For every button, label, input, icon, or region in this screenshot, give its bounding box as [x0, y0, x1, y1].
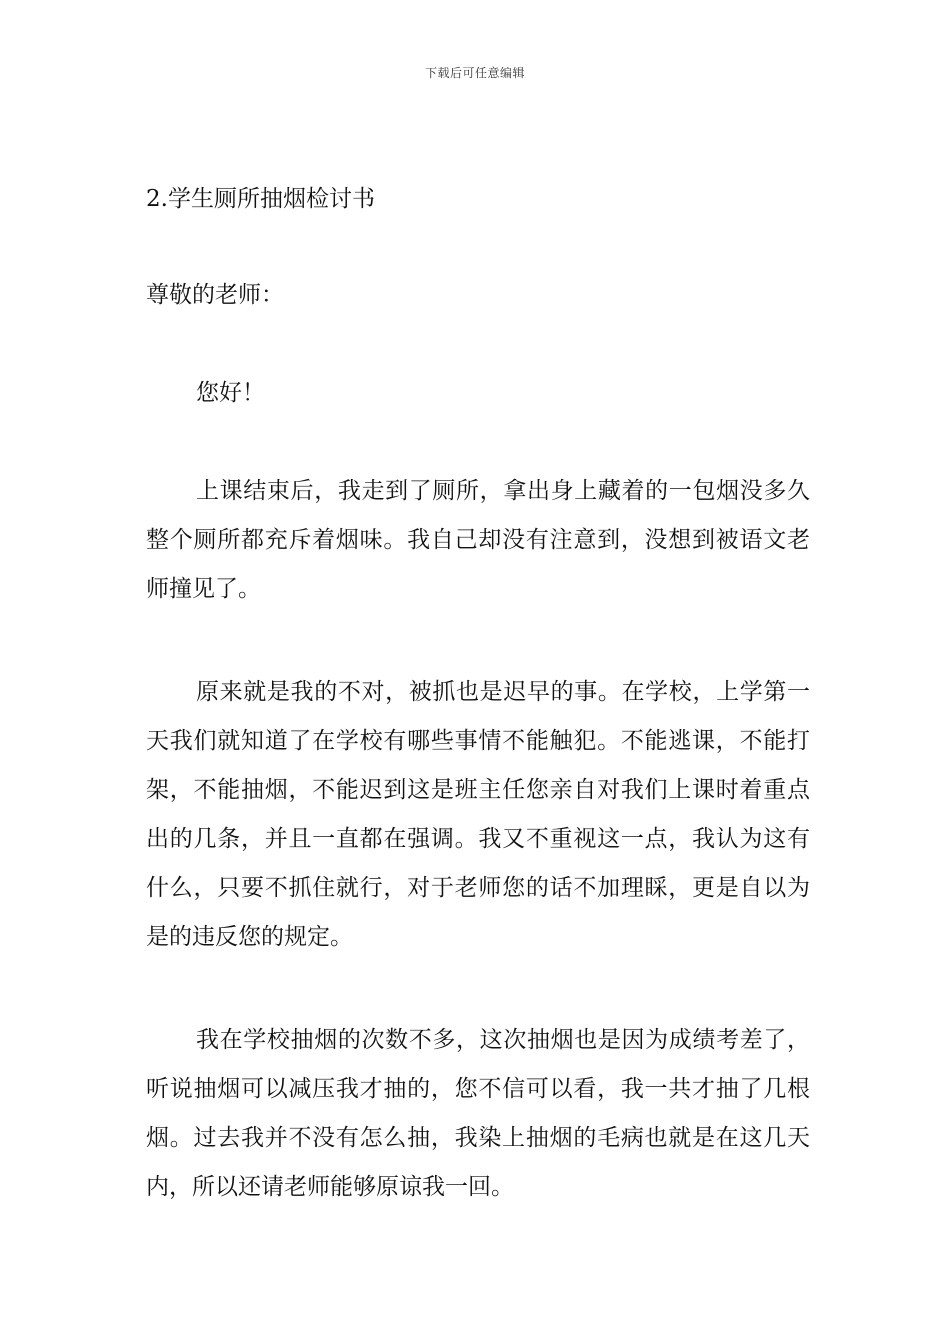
- header-note: 下载后可任意编辑: [424, 66, 525, 80]
- document-title: 2.学生厕所抽烟检讨书: [146, 186, 375, 212]
- paragraph-2: 原来就是我的不对，被抓也是迟早的事。在学校，上学第一天我们就知道了在学校有哪些事情不能触犯。不能逃课，不能打架，不能抽烟，不能迟到这是班主任您亲自对我们上课时着重点出的几条，并且一直都在强调。我又不重视这一点，我认为这有什么，只要不抓住就行，对于老师您的话不加理睬，更是自以为是的违反您的规定。: [146, 679, 810, 950]
- greeting: 您好！: [196, 380, 265, 406]
- salutation: 尊敬的老师：: [146, 282, 284, 308]
- document-body: [146, 178, 810, 1266]
- paragraph-1: 上课结束后，我走到了厕所，拿出身上藏着的一包烟没多久整个厕所都充斥着烟味。我自己却没有注意到，没想到被语文老师撞见了。: [146, 478, 810, 602]
- paragraph-3: 我在学校抽烟的次数不多，这次抽烟也是因为成绩考差了，听说抽烟可以减压我才抽的，您不信可以看，我一共才抽了几根烟。过去我并不没有怎么抽，我染上抽烟的毛病也就是在这几天内，所以还请老师能够原谅我一回。: [146, 1027, 810, 1200]
